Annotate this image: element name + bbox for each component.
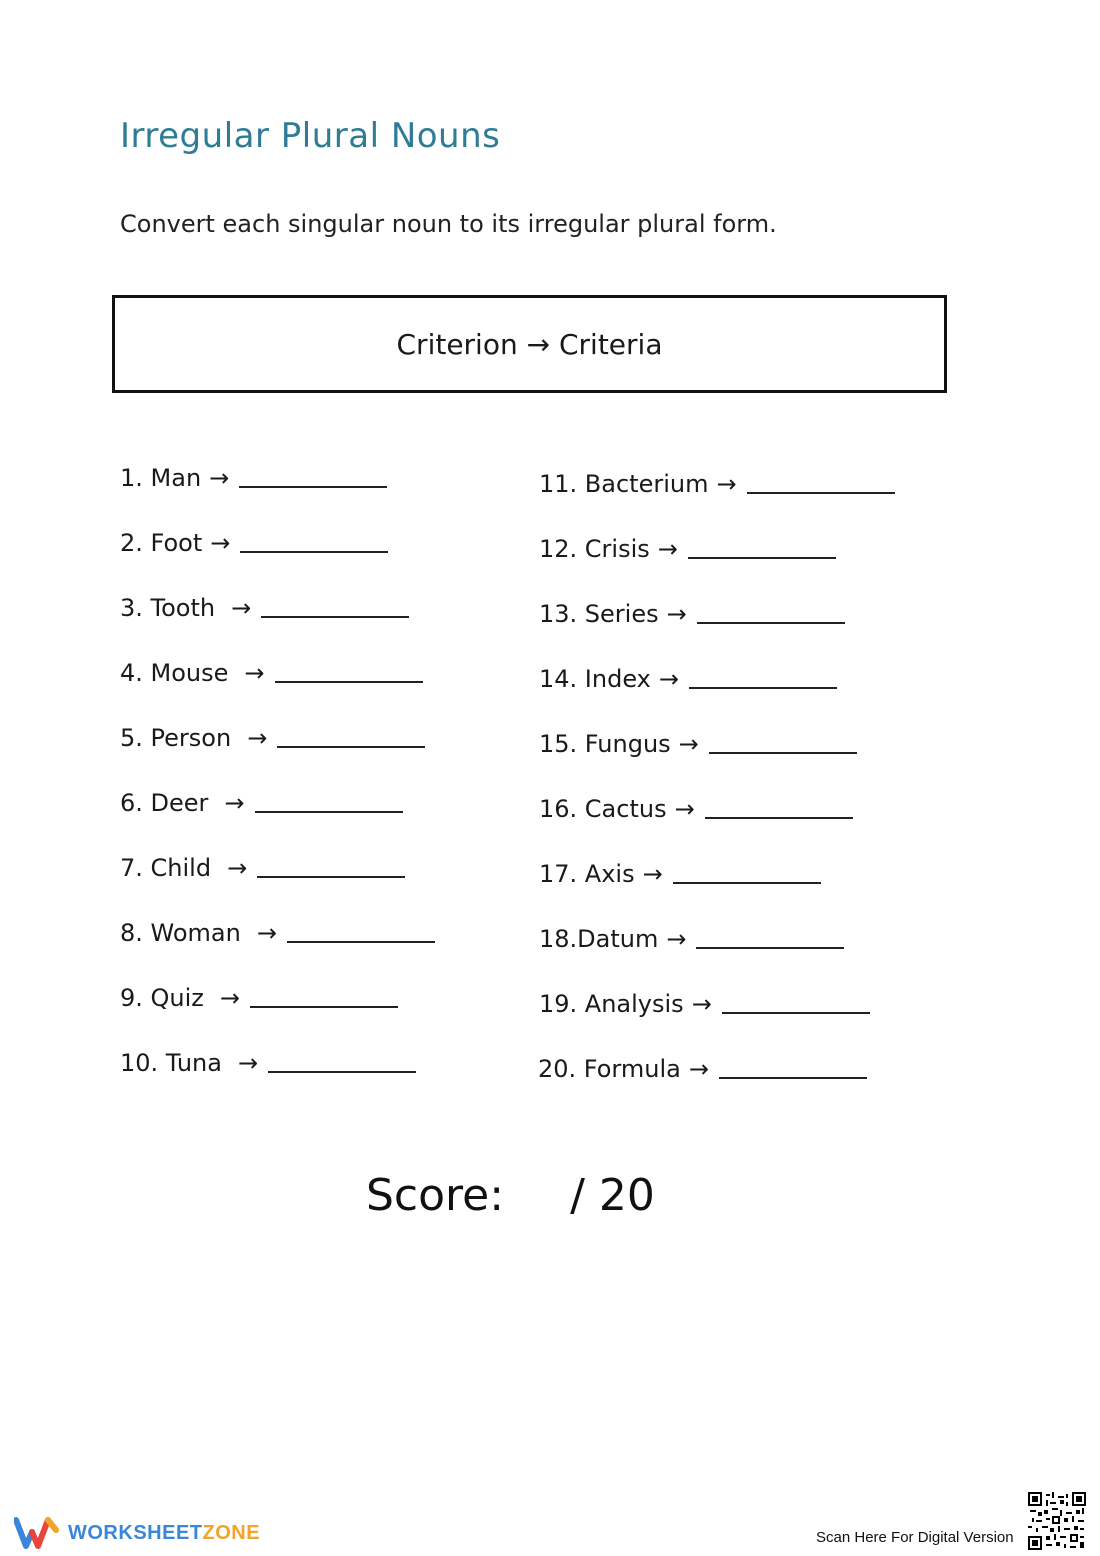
list-item: 3. Tooth → [120,594,409,622]
qr-code-icon[interactable] [1028,1492,1086,1550]
instruction-text: Convert each singular noun to its irregular plural form. [120,210,777,238]
list-item: 12. Crisis → [539,535,836,563]
page-title: Irregular Plural Nouns [120,116,501,156]
list-item: 8. Woman → [120,919,435,947]
list-item: 14. Index → [539,665,837,693]
score [366,1170,655,1221]
answer-blank[interactable] [261,616,409,618]
score-label: Score: [366,1170,505,1221]
scan-text: Scan Here For Digital Version [816,1529,1014,1546]
list-item: 16. Cactus → [539,795,853,823]
list-item: 5. Person → [120,724,425,752]
example-text: Criterion → Criteria [396,327,663,361]
answer-blank[interactable] [257,876,405,878]
answer-blank[interactable] [275,681,423,683]
list-item: 6. Deer → [120,789,403,817]
list-item: 15. Fungus → [539,730,857,758]
list-item: 7. Child → [120,854,405,882]
list-item: 18.Datum → [539,925,844,953]
answer-blank[interactable] [240,551,388,553]
answer-blank[interactable] [747,492,895,494]
answer-blank[interactable] [287,941,435,943]
list-item: 20. Formula → [538,1055,867,1083]
answer-blank[interactable] [705,817,853,819]
answer-blank[interactable] [709,752,857,754]
list-item: 17. Axis → [539,860,821,888]
score-total: / 20 [570,1170,655,1221]
list-item: 19. Analysis → [539,990,870,1018]
worksheetzone-logo[interactable]: WORKSHEETZONE [14,1516,260,1550]
answer-blank[interactable] [697,622,845,624]
answer-blank[interactable] [255,811,403,813]
answer-blank[interactable] [239,486,387,488]
answer-blank[interactable] [277,746,425,748]
answer-blank[interactable] [250,1006,398,1008]
answer-blank[interactable] [688,557,836,559]
list-item: 1. Man → [120,464,387,492]
list-item: 2. Foot → [120,529,388,557]
answer-blank[interactable] [719,1077,867,1079]
list-item: 9. Quiz → [120,984,398,1012]
list-item: 13. Series → [539,600,845,628]
worksheetzone-logo-icon [14,1516,60,1550]
example-box [112,295,947,393]
answer-blank[interactable] [268,1071,416,1073]
list-item: 4. Mouse → [120,659,423,687]
list-item: 10. Tuna → [120,1049,416,1077]
answer-blank[interactable] [696,947,844,949]
answer-blank[interactable] [673,882,821,884]
list-item: 11. Bacterium → [539,470,895,498]
answer-blank[interactable] [689,687,837,689]
answer-blank[interactable] [722,1012,870,1014]
